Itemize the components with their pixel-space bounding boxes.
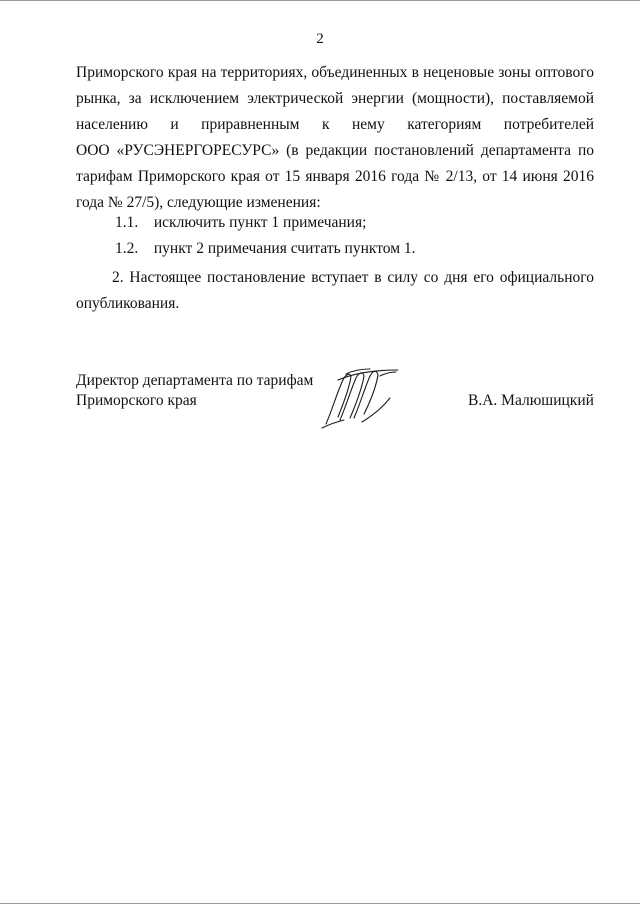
signatory-name: В.А. Малюшицкий — [468, 392, 594, 409]
handwritten-signature — [318, 362, 408, 430]
paragraph-1-line: рынка, за исключением электрической энергии (мощности), поставляемой — [76, 90, 594, 107]
signatory-position-line: Приморского края — [76, 392, 197, 409]
list-item-text: пункт 2 примечания считать пунктом 1. — [153, 240, 416, 257]
paragraph-1-line: тарифам Приморского края от 15 января 2016 года № 2/13, от 14 июня 2016 — [76, 168, 594, 185]
paragraph-1-line: ООО «РУСЭНЕРГОРЕСУРС» (в редакции постановлений департамента по — [76, 142, 594, 159]
signatory-position-line: Директор департамента по тарифам — [76, 372, 314, 389]
list-item-number: 1.1. — [115, 214, 139, 231]
bottom-scan-edge — [0, 903, 640, 904]
paragraph-2-last-line: опубликования. — [76, 295, 180, 312]
list-item — [115, 214, 366, 232]
signatory-position — [76, 371, 313, 411]
paragraph-1-last-line: года № 27/5), следующие изменения: — [76, 194, 321, 211]
paragraph-1-line: населению и приравненным к нему категориям потребителей — [76, 116, 594, 133]
top-scan-edge — [0, 0, 640, 1]
paragraph-1-line: Приморского края на территориях, объединенных в неценовые зоны оптового — [76, 64, 594, 81]
list-item — [115, 240, 416, 258]
list-item-number: 1.2. — [115, 240, 139, 257]
paragraph-2 — [76, 265, 594, 317]
paragraph-1 — [76, 60, 594, 216]
page-number: 2 — [316, 31, 324, 47]
list-item-text: исключить пункт 1 примечания; — [153, 214, 367, 231]
paragraph-2-first-line: 2. Настоящее постановление вступает в силу со дня его официального — [112, 269, 594, 286]
